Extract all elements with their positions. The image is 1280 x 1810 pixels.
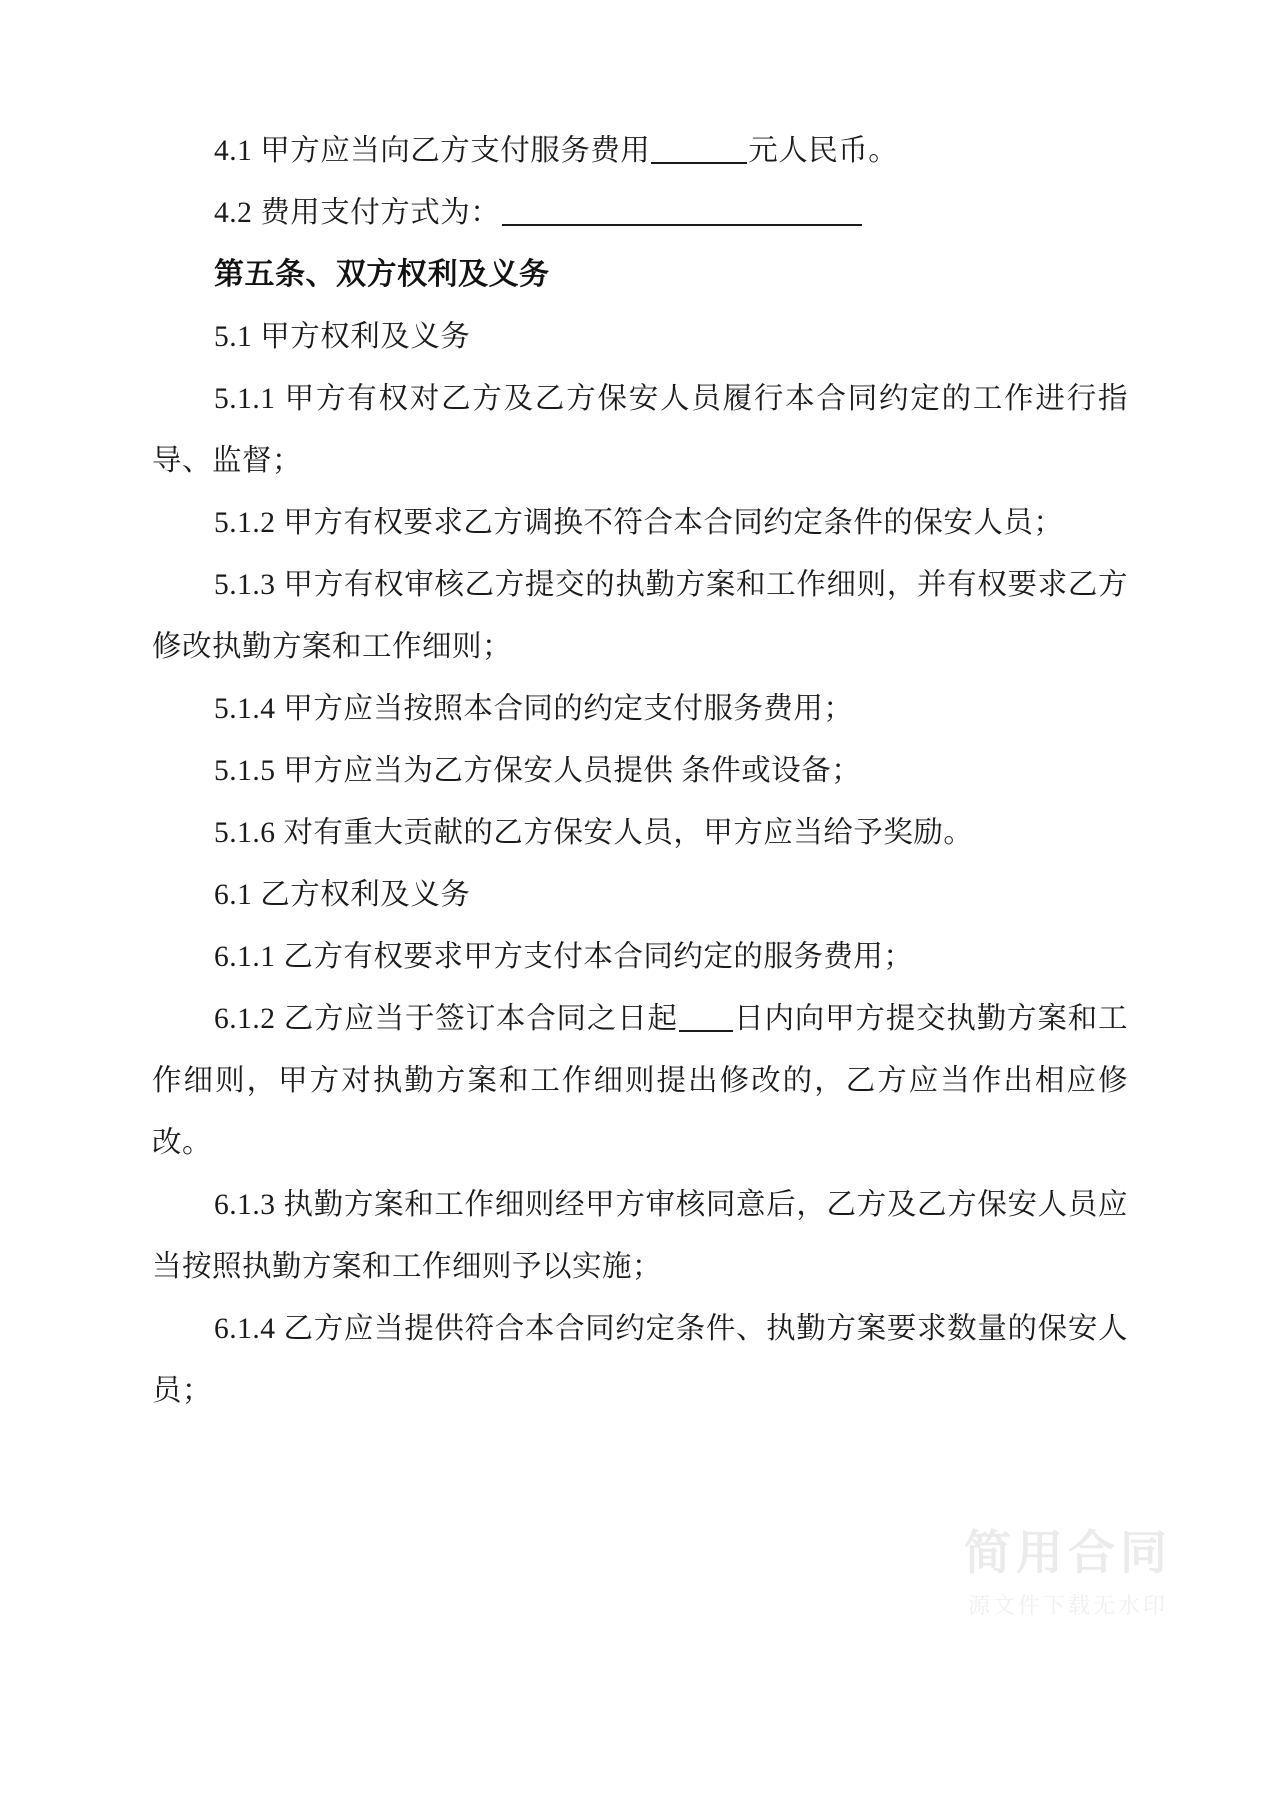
clause-6-1: 6.1 乙方权利及义务 [214,879,471,911]
clause-5-1-5: 5.1.5 甲方应当为乙方保安人员提供 条件或设备； [214,755,862,787]
clause-5-1-3: 5.1.3 甲方有权审核乙方提交的执勤方案和工作细则，并有权要求乙方修改执勤方案和工作细则； [152,569,1128,663]
clause-6-1-2 [152,988,1128,1174]
clause-5-1-4: 5.1.4 甲方应当按照本合同的约定支付服务费用； [214,693,854,725]
fill-in-blank-amount[interactable] [651,162,747,164]
clause-6-1-2-text-after: 日内向甲方提交执勤方案和工作细则，甲方对执勤方案和工作细则提出修改的，乙方应当作出相应修改。 [152,1003,1128,1159]
clause-6-1-1: 6.1.1 乙方有权要求甲方支付本合同约定的服务费用； [214,941,914,973]
section-heading-5: 第五条、双方权利及义务 [214,258,550,291]
clause-4-2 [152,182,1128,244]
clause-6-1-3: 6.1.3 执勤方案和工作细则经甲方审核同意后，乙方及乙方保安人员应当按照执勤方案和工作细则予以实施； [152,1189,1128,1283]
clause-4-1 [152,120,1128,182]
clause-4-1-text-before: 4.1 甲方应当向乙方支付服务费用 [214,135,651,167]
watermark-title: 简用合同 [964,1525,1172,1581]
fill-in-blank-days[interactable] [679,1030,733,1032]
clause-6-1-4: 6.1.4 乙方应当提供符合本合同约定条件、执勤方案要求数量的保安人员； [152,1313,1128,1407]
clause-4-2-text-before: 4.2 费用支付方式为： [214,197,501,229]
clause-5-1-6: 5.1.6 对有重大贡献的乙方保安人员，甲方应当给予奖励。 [214,817,974,849]
fill-in-blank-payment-method[interactable] [502,224,862,226]
clause-4-1-text-after: 元人民币。 [748,135,899,167]
clause-5-1-2: 5.1.2 甲方有权要求乙方调换不符合本合同约定条件的保安人员； [214,507,1064,539]
clause-5-1-1: 5.1.1 甲方有权对乙方及乙方保安人员履行本合同约定的工作进行指导、监督； [152,383,1128,477]
document-body [152,120,1128,1422]
watermark [964,1527,1172,1620]
clause-6-1-2-text-before: 6.1.2 乙方应当于签订本合同之日起 [214,1003,678,1035]
clause-5-1: 5.1 甲方权利及义务 [214,321,471,353]
watermark-subtitle: 源文件下载无水印 [967,1594,1168,1619]
